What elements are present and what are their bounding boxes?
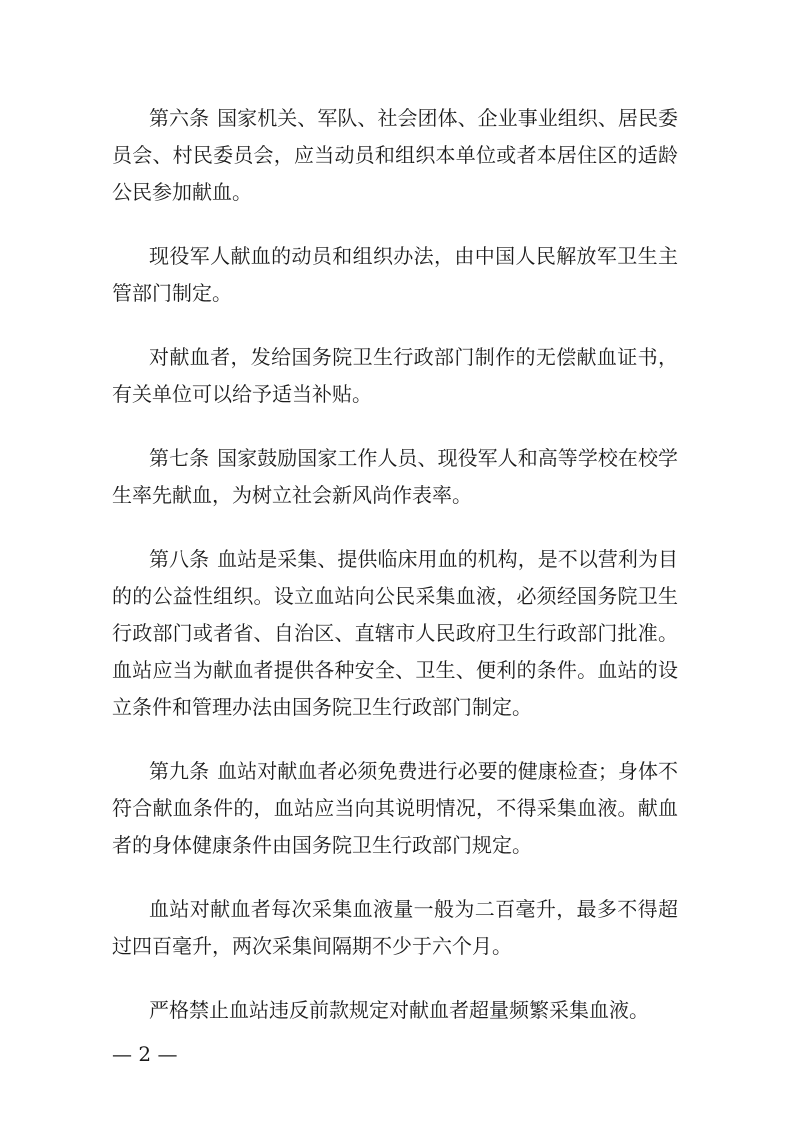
paragraph-text: 严格禁止血站违反前款规定对献血者超量频繁采集血液。: [149, 998, 649, 1022]
paragraph-article-9: [112, 753, 678, 864]
paragraph-military-donation: [112, 238, 678, 312]
article-number: 第九条: [149, 759, 210, 783]
paragraph-text: 血站对献血者每次采集血液量一般为二百毫升，最多不得超过四百毫升，两次采集间隔期不少于六个月。: [112, 897, 678, 958]
article-number: 第六条: [149, 106, 210, 130]
paragraph-text: 血站对献血者必须免费进行必要的健康检查；身体不符合献血条件的，血站应当向其说明情况，不得采集血液。献血者的身体健康条件由国务院卫生行政部门规定。: [112, 759, 679, 857]
paragraph-article-7: [112, 440, 678, 514]
paragraph-article-8: [112, 541, 678, 726]
paragraph-text: 国家机关、军队、社会团体、企业事业组织、居民委员会、村民委员会，应当动员和组织本单位或者本居住区的适龄公民参加献血。: [112, 106, 679, 204]
article-number: 第八条: [149, 547, 210, 571]
paragraph-text: 对献血者，发给国务院卫生行政部门制作的无偿献血证书，有关单位可以给予适当补贴。: [112, 345, 678, 406]
article-number: 第七条: [149, 446, 210, 470]
paragraph-text: 现役军人献血的动员和组织办法，由中国人民解放军卫生主管部门制定。: [112, 244, 678, 305]
page-number: — 2 —: [112, 1042, 178, 1066]
paragraph-donation-certificate: [112, 339, 678, 413]
paragraph-article-6: [112, 100, 678, 211]
paragraph-text: 血站是采集、提供临床用血的机构，是不以营利为目的的公益性组织。设立血站向公民采集血液，必须经国务院卫生行政部门或者省、自治区、直辖市人民政府卫生行政部门批准。血站应当为献血者提供各种安全、卫生、便利的条件。血站的设立条件和管理办法由国务院卫生行政部门制定。: [112, 547, 679, 719]
paragraph-text: 国家鼓励国家工作人员、现役军人和高等学校在校学生率先献血，为树立社会新风尚作表率。: [112, 446, 679, 507]
document-body: [112, 100, 678, 1056]
paragraph-prohibition: [112, 992, 678, 1029]
paragraph-collection-volume: [112, 891, 678, 965]
